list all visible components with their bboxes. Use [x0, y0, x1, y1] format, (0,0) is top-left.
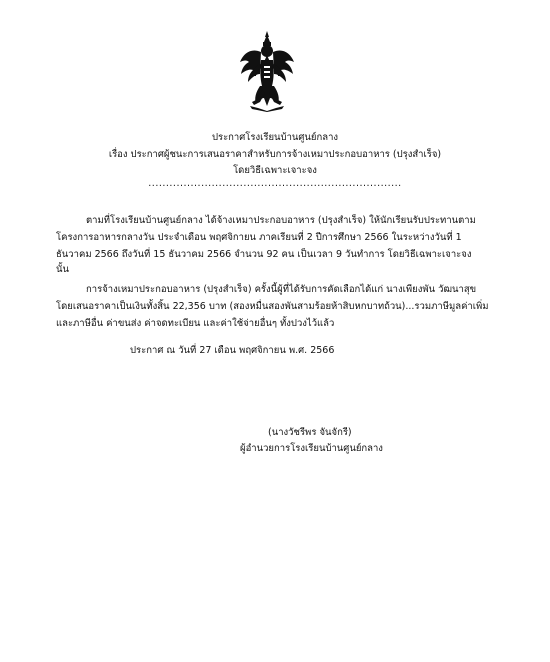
- paragraph-1-line-2: โครงการอาหารกลางวัน ประจำเดือน พฤศจิกายน ภาคเรียนที่ 2 ปีการศึกษา 2566 ในระหว่างวันที่ 1: [56, 232, 462, 243]
- header-title: ประกาศโรงเรียนบ้านศูนย์กลาง: [211, 132, 339, 143]
- signer-name: (นางวัชรีพร จันจักรี): [268, 427, 352, 438]
- announcement-date: ประกาศ ณ วันที่ 27 เดือน พฤศจิกายน พ.ศ. 2566: [130, 345, 335, 356]
- paragraph-2-line-3: และภาษีอื่น ค่าขนส่ง ค่าจดทะเบียน และค่าใช้จ่ายอื่นๆ ทั้งปวงไว้แล้ว: [56, 318, 335, 329]
- header-subject: เรื่อง ประกาศผู้ชนะการเสนอราคาสำหรับการจ้างเหมาประกอบอาหาร (ปรุงสำเร็จ): [108, 149, 442, 160]
- paragraph-2-line-2: โดยเสนอราคาเป็นเงินทั้งสิ้น 22,356 บาท (สองหมื่นสองพันสามร้อยห้าสิบหกบาทถ้วน)...รวมภาษีมูลค่าเพิ่ม: [56, 301, 489, 312]
- paragraph-1-line-3: ธันวาคม 2566 ถึงวันที่ 15 ธันวาคม 2566 จำนวน 92 คน เป็นเวลา 9 วันทำการ โดยวิธีเฉพาะเจาะจง: [56, 249, 472, 260]
- paragraph-1-line-1: ตามที่โรงเรียนบ้านศูนย์กลาง ได้จ้างเหมาประกอบอาหาร (ปรุงสำเร็จ) ให้นักเรียนรับประทานตาม: [86, 215, 476, 226]
- paragraph-1-line-4: นั้น: [56, 264, 69, 275]
- header-divider: ........................................................................: [148, 178, 402, 189]
- paragraph-2-line-1: การจ้างเหมาประกอบอาหาร (ปรุงสำเร็จ) ครั้งนี้ผู้ที่ได้รับการคัดเลือกได้แก่ นางเพียงพัน วัฒนาสุข: [86, 284, 477, 295]
- garuda-emblem-icon: [238, 30, 296, 112]
- signer-position: ผู้อำนวยการโรงเรียนบ้านศูนย์กลาง: [240, 443, 383, 454]
- header-method: โดยวิธีเฉพาะเจาะจง: [233, 165, 317, 176]
